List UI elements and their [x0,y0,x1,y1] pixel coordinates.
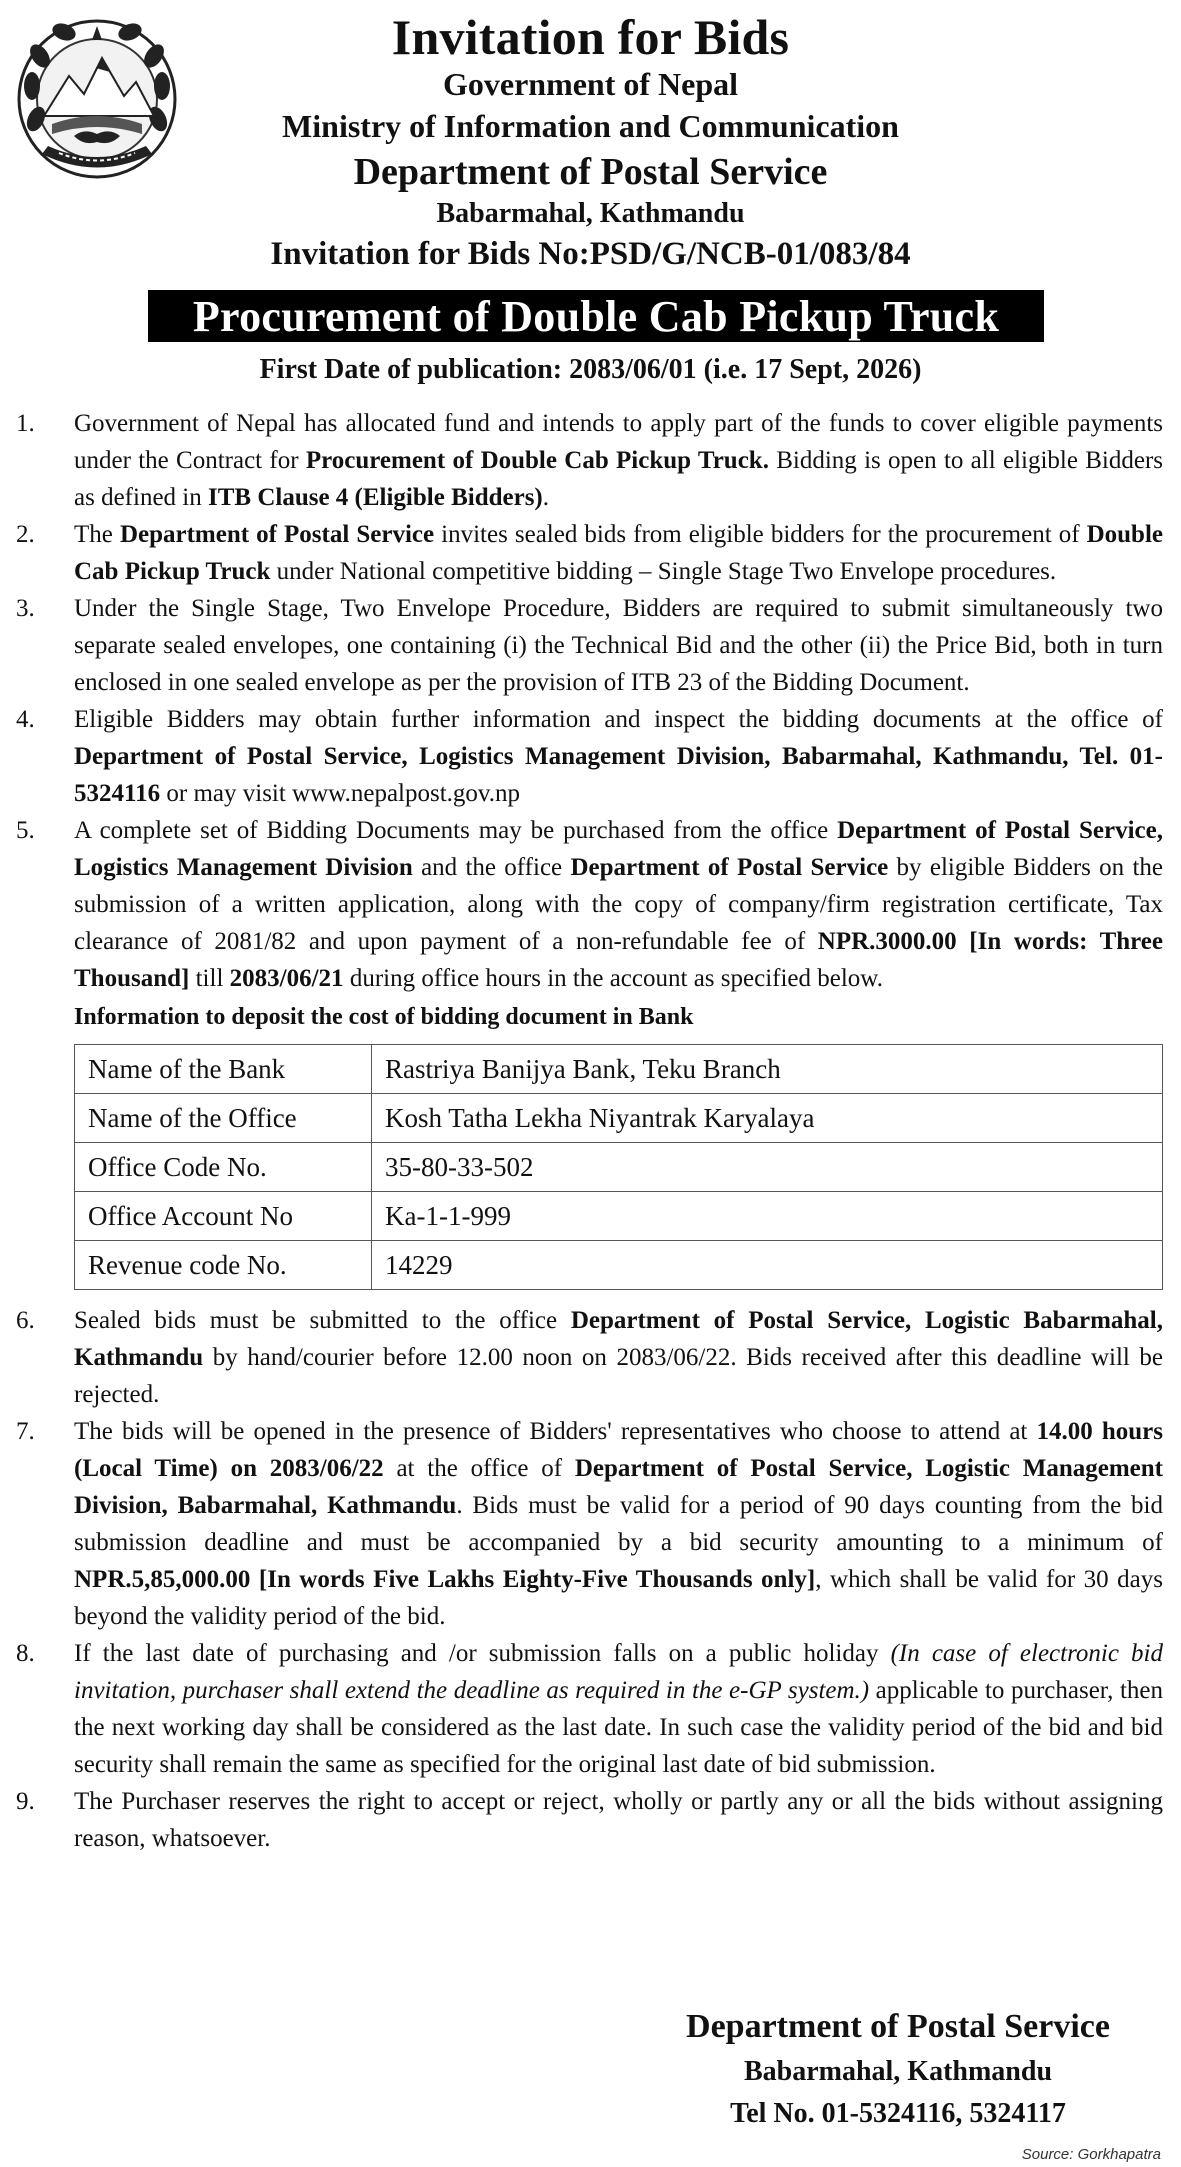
item-text-segment: The bids will be opened in the presence of Bidders' representatives who choose to attend at [74,1418,1037,1445]
item-text-segment: or may visit www.nepalpost.gov.np [160,780,521,807]
bank-info-label: Name of the Office [75,1094,372,1143]
item-number: 8. [16,1640,35,1667]
item-text-segment: ITB Clause 4 (Eligible Bidders) [207,484,543,511]
item-text-segment: Bidding is open to all eligible Bidders as defined in [74,447,1163,511]
list-item [16,516,1163,590]
item-text [74,590,1163,701]
item-text-segment: Eligible Bidders may obtain further information and inspect the bidding documents at the office of [74,706,1163,733]
bank-info-label: Office Code No. [75,1143,372,1192]
government-name: Government of Nepal [442,66,739,102]
signature-location: Babarmahal, Kathmandu [743,2056,1053,2087]
table-row [75,1143,1163,1192]
list-item [16,1302,1163,1413]
list-item [16,1413,1163,1635]
item-number: 2. [16,521,35,548]
item-text-segment: and the office [412,854,571,881]
item-number: 3. [16,595,35,622]
item-number: 7. [16,1418,35,1445]
item-number: 6. [16,1307,35,1334]
item-text-segment: Department of Postal Service, Logistics Management Division, Babarmahal, Kathmandu, Tel. 01-5324116 [74,743,1163,807]
item-text-segment: If the last date of purchasing and /or submission falls on a public holiday [74,1640,891,1667]
item-text [74,701,1163,812]
item-text [74,812,1163,1302]
item-text-segment: (In case of electronic bid invitation, purchaser shall extend the deadline as required in the e-GP system.) [74,1640,1163,1704]
list-item [16,701,1163,812]
item-text-segment: during office hours in the account as specified below. [343,965,883,992]
item-text-segment: , which shall be valid for 30 days beyond the validity period of the bid. [74,1566,1164,1630]
item-text [74,516,1163,590]
bank-info-label: Name of the Bank [75,1045,372,1094]
list-item [16,1783,1163,1857]
item-text [74,1413,1163,1635]
item-number: 9. [16,1788,35,1815]
table-row [75,1045,1163,1094]
bank-info-value: Rastriya Banijya Bank, Teku Branch [372,1045,1163,1094]
item-text [74,1783,1163,1857]
item-text-segment: by hand/courier before 12.00 noon on 2083/06/22. Bids received after this deadline will be rejected. [74,1344,1163,1408]
item-text [74,1635,1163,1783]
item-text-segment: . [542,484,549,511]
bank-info-heading: Information to deposit the cost of bidding document in Bank [74,1004,694,1030]
table-row [75,1241,1163,1290]
ministry-name: Ministry of Information and Communication [282,108,899,144]
bank-info-value: 35-80-33-502 [372,1143,1163,1192]
item-text-segment: A complete set of Bidding Documents may be purchased from the office [74,817,838,844]
item-text-segment: Department of Postal Service, Logistic Management Division, Babarmahal, Kathmandu [74,1455,1163,1519]
item-number: 5. [16,817,35,844]
item-number: 1. [16,410,35,437]
bank-info-table [74,1044,1163,1290]
bank-info-value: Ka-1-1-999 [372,1192,1163,1241]
item-text-segment: NPR.3000.00 [In words: Three Thousand] [74,928,1163,992]
signature-telephone: Tel No. 01-5324116, 5324117 [730,2098,1066,2129]
item-text-segment: NPR.5,85,000.00 [In words Five Lakhs Eighty-Five Thousands only] [74,1566,816,1593]
item-text [74,1302,1163,1413]
notice-title: Invitation for Bids [391,9,790,65]
item-text-segment: Department of Postal Service [119,521,435,548]
signature-department: Department of Postal Service [686,2008,1110,2045]
item-number: 4. [16,706,35,733]
source-credit: Source: Gorkhapatra [1021,2146,1161,2163]
item-text-segment: The [74,521,120,548]
bank-info-label: Revenue code No. [75,1241,372,1290]
bank-info-label: Office Account No [75,1192,372,1241]
item-text-segment: under National competitive bidding – Single Stage Two Envelope procedures. [270,558,1057,585]
ifb-number: Invitation for Bids No:PSD/G/NCB-01/083/84 [270,236,911,272]
item-text-segment: . Bids must be valid for a period of 90 days counting from the bid submission deadline and must be accompanied by a bid security amounting to a minimum of [74,1492,1163,1556]
item-text [74,405,1163,516]
item-text-segment: at the office of [383,1455,575,1482]
list-item [16,590,1163,701]
list-item [16,405,1163,516]
item-text-segment: Department of Postal Service [570,854,889,881]
item-text-segment: Department of Postal Service, Logistics Management Division [74,817,1163,881]
department-location: Babarmahal, Kathmandu [436,198,745,229]
list-item [16,812,1163,1302]
bank-info-value: Kosh Tatha Lekha Niyantrak Karyalaya [372,1094,1163,1143]
item-text-segment: Procurement of Double Cab Pickup Truck. [305,447,769,474]
item-text-segment: Under the Single Stage, Two Envelope Procedure, Bidders are required to submit simultaneously two separate sealed envelopes, one containing (i) the Technical Bid and the other (ii) the Price Bid, both in turn enclosed in one sealed envelope as per the provision of ITB 23 of the Bidding Document. [74,595,1163,696]
item-text-segment: till [189,965,230,992]
item-text-segment: by eligible Bidders on the submission of a written application, along with the copy of company/firm registration certificate, Tax clearance of 2081/82 and upon payment of a non-refundable fee of [74,854,1163,955]
bank-info-value: 14229 [372,1241,1163,1290]
item-text-segment: invites sealed bids from eligible bidders for the procurement of [434,521,1087,548]
first-publication-date: First Date of publication: 2083/06/01 (i.e. 17 Sept, 2026) [259,354,922,385]
item-text-segment: Sealed bids must be submitted to the office [74,1307,571,1334]
table-row [75,1094,1163,1143]
department-name: Department of Postal Service [353,151,828,193]
item-text-segment: Government of Nepal has allocated fund and intends to apply part of the funds to cover eligible payments under the Contract for [74,410,1163,474]
list-item [16,1635,1163,1783]
item-text-segment: The Purchaser reserves the right to accept or reject, wholly or partly any or all the bids without assigning reason, whatsoever. [74,1788,1163,1852]
item-text-segment: applicable to purchaser, then the next working day shall be considered as the last date. In such case the validity period of the bid and bid security shall remain the same as specified for the original last date of bid submission. [74,1677,1163,1778]
item-text-segment: Department of Postal Service, Logistic Babarmahal, Kathmandu [74,1307,1163,1371]
item-text-segment: 2083/06/21 [229,965,344,992]
notice-items [16,405,1163,1857]
table-row [75,1192,1163,1241]
item-text-segment: 14.00 hours (Local Time) on 2083/06/22 [74,1418,1163,1482]
item-text-segment: Double Cab Pickup Truck [74,521,1163,585]
procurement-banner: Procurement of Double Cab Pickup Truck [148,290,1044,342]
